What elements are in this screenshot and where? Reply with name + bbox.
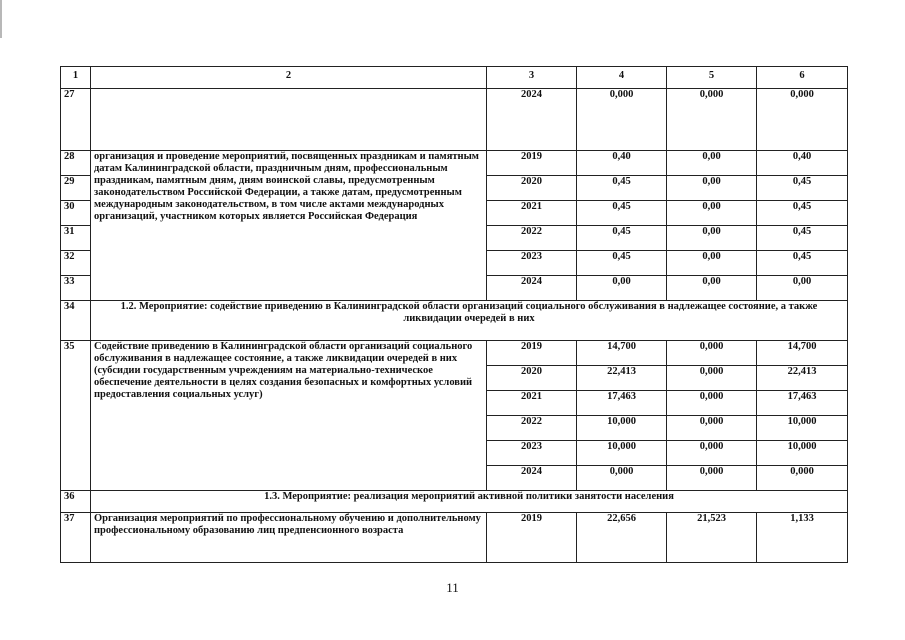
year-cell: 2019 xyxy=(487,513,577,563)
value-cell: 0,00 xyxy=(757,276,848,301)
header-cell: 3 xyxy=(487,67,577,89)
value-cell: 10,000 xyxy=(757,441,848,466)
section-row xyxy=(61,301,848,341)
value-cell: 0,45 xyxy=(577,201,667,226)
value-cell: 0,000 xyxy=(667,391,757,416)
value-cell: 10,000 xyxy=(577,416,667,441)
value-cell: 22,413 xyxy=(577,366,667,391)
section-title: 1.2. Мероприятие: содействие приведению в Калининградской области организаций социального обслуживания в надлежащее состояние, а также ликвидации очередей в них xyxy=(91,301,848,341)
year-cell: 2024 xyxy=(487,466,577,491)
row-number: 34 xyxy=(61,301,91,341)
scan-edge-mark xyxy=(0,0,2,38)
header-cell: 4 xyxy=(577,67,667,89)
row-number: 28 xyxy=(61,151,91,176)
year-cell: 2020 xyxy=(487,366,577,391)
year-cell: 2021 xyxy=(487,201,577,226)
year-cell: 2021 xyxy=(487,391,577,416)
value-cell: 0,000 xyxy=(667,466,757,491)
value-cell: 0,00 xyxy=(667,176,757,201)
value-cell: 0,00 xyxy=(667,226,757,251)
table-row xyxy=(61,341,848,366)
description-cell: Содействие приведению в Калининградской области организаций социального обслуживания в надлежащее состояние, а также ликвидации очередей в них (субсидии государственным учреждениям на материально-техническое обеспечение деятельности в целях создания безопасных и комфортных условий предоставления социальных услуг) xyxy=(91,341,487,491)
value-cell: 0,45 xyxy=(757,226,848,251)
page-number: 11 xyxy=(446,580,459,595)
description-cell xyxy=(91,89,487,151)
row-number: 31 xyxy=(61,226,91,251)
row-number: 33 xyxy=(61,276,91,301)
row-number: 29 xyxy=(61,176,91,201)
value-cell: 17,463 xyxy=(757,391,848,416)
value-cell: 0,000 xyxy=(757,466,848,491)
section-row xyxy=(61,491,848,513)
header-cell: 1 xyxy=(61,67,91,89)
value-cell: 0,000 xyxy=(667,416,757,441)
value-cell: 0,40 xyxy=(577,151,667,176)
year-cell: 2022 xyxy=(487,226,577,251)
year-cell: 2019 xyxy=(487,341,577,366)
value-cell: 0,45 xyxy=(577,251,667,276)
value-cell: 0,45 xyxy=(577,176,667,201)
table-header-row xyxy=(61,67,848,89)
value-cell: 14,700 xyxy=(757,341,848,366)
value-cell: 22,656 xyxy=(577,513,667,563)
table-row xyxy=(61,513,848,563)
year-cell: 2023 xyxy=(487,251,577,276)
value-cell: 1,133 xyxy=(757,513,848,563)
value-cell: 21,523 xyxy=(667,513,757,563)
section-title: 1.3. Мероприятие: реализация мероприятий активной политики занятости населения xyxy=(91,491,848,513)
value-cell: 0,45 xyxy=(757,251,848,276)
value-cell: 0,000 xyxy=(667,89,757,151)
row-number: 36 xyxy=(61,491,91,513)
value-cell: 0,45 xyxy=(757,176,848,201)
year-cell: 2024 xyxy=(487,89,577,151)
value-cell: 14,700 xyxy=(577,341,667,366)
header-cell: 2 xyxy=(91,67,487,89)
value-cell: 0,000 xyxy=(757,89,848,151)
budget-table xyxy=(60,66,848,563)
value-cell: 0,00 xyxy=(667,276,757,301)
year-cell: 2022 xyxy=(487,416,577,441)
value-cell: 0,000 xyxy=(667,441,757,466)
row-number: 35 xyxy=(61,341,91,491)
table-row xyxy=(61,89,848,151)
value-cell: 10,000 xyxy=(757,416,848,441)
value-cell: 0,000 xyxy=(667,366,757,391)
value-cell: 0,00 xyxy=(577,276,667,301)
value-cell: 0,000 xyxy=(667,341,757,366)
value-cell: 0,00 xyxy=(667,151,757,176)
value-cell: 0,000 xyxy=(577,89,667,151)
value-cell: 17,463 xyxy=(577,391,667,416)
value-cell: 0,40 xyxy=(757,151,848,176)
value-cell: 0,45 xyxy=(757,201,848,226)
row-number: 27 xyxy=(61,89,91,151)
row-number: 30 xyxy=(61,201,91,226)
value-cell: 0,000 xyxy=(577,466,667,491)
row-number: 37 xyxy=(61,513,91,563)
header-cell: 5 xyxy=(667,67,757,89)
year-cell: 2024 xyxy=(487,276,577,301)
description-cell: Организация мероприятий по профессиональному обучению и дополнительному профессиональному образованию лиц предпенсионного возраста xyxy=(91,513,487,563)
value-cell: 10,000 xyxy=(577,441,667,466)
value-cell: 22,413 xyxy=(757,366,848,391)
row-number: 32 xyxy=(61,251,91,276)
value-cell: 0,00 xyxy=(667,201,757,226)
header-cell: 6 xyxy=(757,67,848,89)
year-cell: 2020 xyxy=(487,176,577,201)
value-cell: 0,00 xyxy=(667,251,757,276)
description-cell: организация и проведение мероприятий, посвященных праздникам и памятным датам Калининградской области, праздничным дням, профессиональным праздникам, памятным дням, дням воинской славы, предусмотренным законодательством Российской Федерации, а также датам, предусмотренным международным законодательством, в том числе актами международных организаций, участником которых является Российская Федерация xyxy=(91,151,487,301)
table-row xyxy=(61,151,848,176)
year-cell: 2019 xyxy=(487,151,577,176)
value-cell: 0,45 xyxy=(577,226,667,251)
year-cell: 2023 xyxy=(487,441,577,466)
